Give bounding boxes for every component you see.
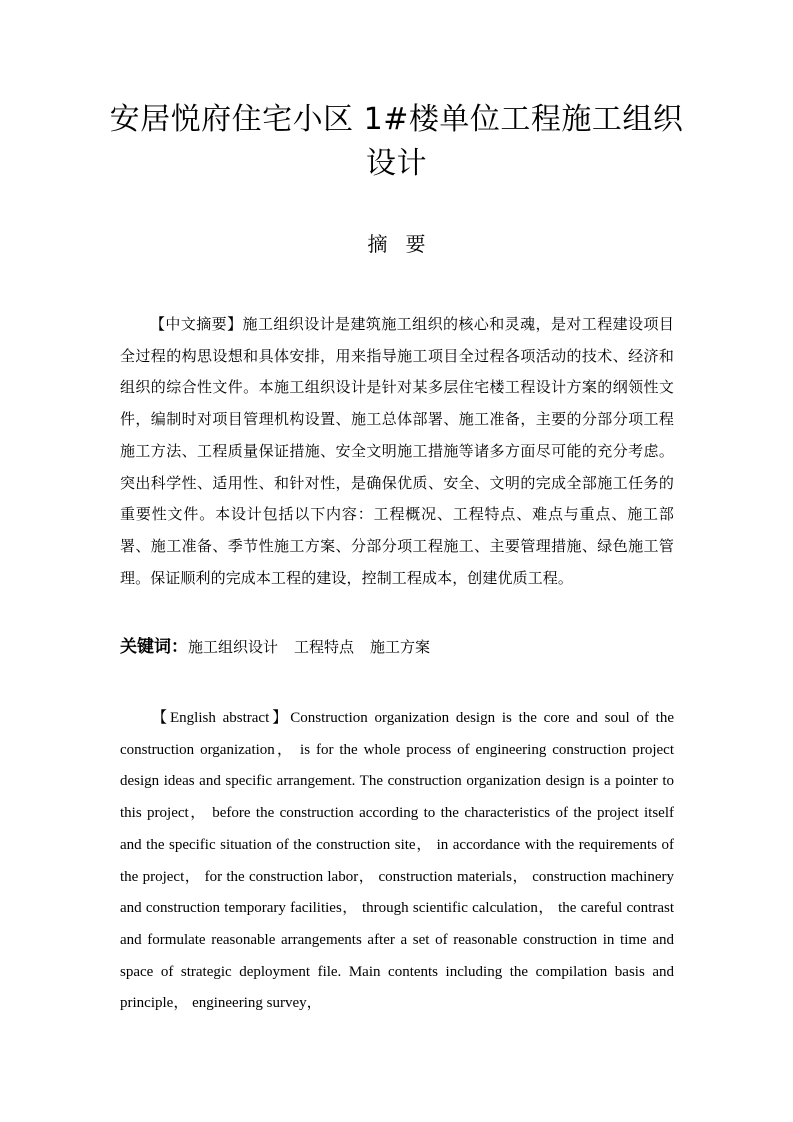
abstract-heading: 摘要: [367, 232, 444, 256]
chinese-abstract: 【中文摘要】施工组织设计是建筑施工组织的核心和灵魂，是对工程建设项目全过程的构思设想和具体安排，用来指导施工项目全过程各项活动的技术、经济和组织的综合性文件。本施工组织设计是针对某多层住宅楼工程设计方案的纲领性文件，编制时对项目管理机构设置、施工总体部署、施工准备，主要的分部分项工程施工方法、工程质量保证措施、安全文明施工措施等诸多方面尽可能的充分考虑。突出科学性、适用性、和针对性，是确保优质、安全、文明的完成全部施工任务的重要性文件。本设计包括以下内容：工程概况、工程特点、难点与重点、施工部署、施工准备、季节性施工方案、分部分项工程施工、主要管理措施、绿色施工管理。保证顺利的完成本工程的建设，控制工程成本，创建优质工程。: [120, 315, 674, 587]
document-title: 安居悦府住宅小区 1#楼单位工程施工组织设计: [109, 102, 684, 181]
keywords-label: 关键词：: [120, 637, 188, 657]
english-abstract: 【English abstract】Construction organization design is the core and soul of the construction organization， is for the whole process of engineering construction project design ideas and specific arrangement. The construction organization design is a pointer to this project， before the construction according to the characteristics of the project itself and the specific situation of the construction site， in accordance with the requirements of the project， for the construction labor， construction materials， construction machinery and construction temporary facilities， through scientific calculation， the careful contrast and formulate reasonable arrangements after a set of reasonable construction in time and space of strategic deployment file. Main contents including the compilation basis and principle， engineering survey，: [120, 710, 674, 1012]
keyword-item: 施工组织设计: [188, 638, 279, 656]
keywords-line: [120, 633, 674, 662]
keyword-item: 施工方案: [370, 638, 431, 656]
keyword-item: 工程特点: [294, 638, 355, 656]
